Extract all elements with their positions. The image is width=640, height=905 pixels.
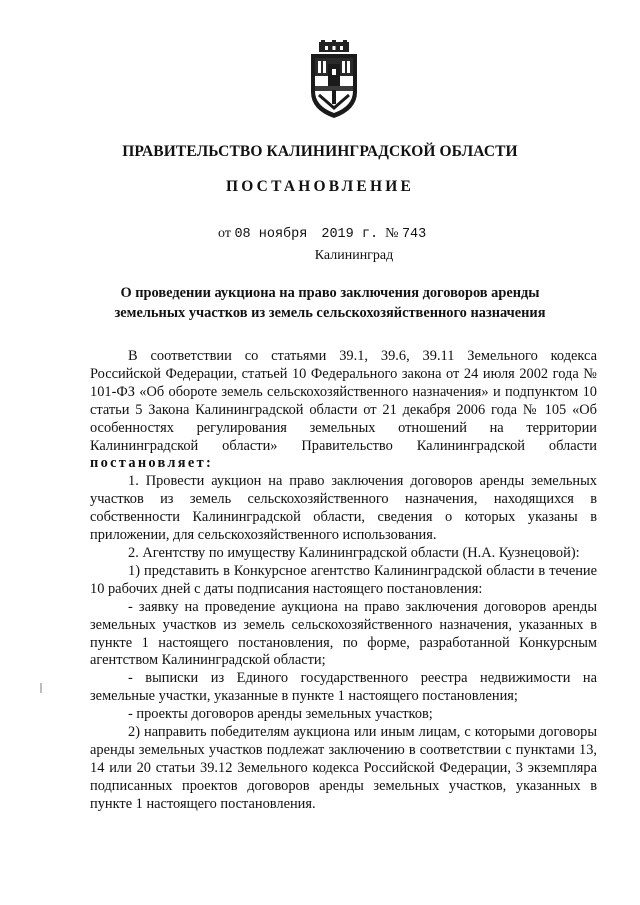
subject-line-2: земельных участков из земель сельскохозяйственного назначения (114, 305, 546, 321)
subparagraph-2-2: 2) направить победителям аукциона или иным лицам, с которыми договоры аренды земельных участков подлежат заключению в соответствии с пунктами 13, 14 или 20 статьи 39.12 Земельного кодекса Российской Федерации, 3 экземпляра подписанных проектов договоров аренды земельных участков, указанных в пункте 1 настоящего постановления. (90, 724, 597, 812)
list-item-draft-contracts: - проекты договоров аренды земельных участков; (128, 706, 433, 723)
subparagraph-2-1: 1) представить в Конкурсное агентство Калининградской области в течение 10 рабочих дней с даты подписания настоящего постановления: (90, 562, 597, 597)
subject-line-1: О проведении аукциона на право заключения договоров аренды (120, 285, 540, 301)
list-item-application: - заявку на проведение аукциона на право заключения договоров аренды земельных участков из земель сельскохозяйственного назначения, указанных в пункте 1 настоящего постановления, по форме, разработанной Конкурсным агентством Калининградской области; (90, 598, 597, 669)
document-subject (90, 283, 570, 323)
paragraph-2: 2. Агентству по имуществу Калининградской области (Н.А. Кузнецовой): (128, 544, 580, 561)
preamble-text: В соответствии со статьями 39.1, 39.6, 39.11 Земельного кодекса Российской Федерации, статьей 10 Федерального закона от 24 июля 2002 года № 101-ФЗ «Об обороте земель сельскохозяйственного назначения» и подпунктом 10 статьи 5 Закона Калининградской области от 21 декабря 2006 года № 105 «Об особенностях регулирования земельных отношений на территории Калининградской области» Правительство Калининградской области (90, 348, 597, 454)
date-number-line (218, 226, 426, 242)
document-body (90, 348, 597, 814)
number-sign: № (385, 226, 399, 241)
document-date: 08 ноября (234, 227, 308, 242)
preamble-paragraph (90, 348, 597, 473)
government-title: ПРАВИТЕЛЬСТВО КАЛИНИНГРАДСКОЙ ОБЛАСТИ (122, 143, 518, 160)
document-number: 743 (401, 227, 427, 242)
document-year: 2019 г. (321, 227, 379, 242)
resolution-keyword: постановляет: (90, 455, 214, 472)
coat-of-arms-icon (305, 40, 363, 120)
city-name: Калининград (314, 248, 394, 263)
date-prefix: от (218, 226, 231, 241)
list-item-registry-extracts: - выписки из Единого государственного реестра недвижимости на земельные участки, указанные в пункте 1 настоящего постановления; (90, 670, 597, 705)
scan-margin-mark (40, 683, 42, 693)
paragraph-1: 1. Провести аукцион на право заключения договоров аренды земельных участков из земель сельскохозяйственного назначения, находящихся в собственности Калининградской области, сведения о которых указаны в приложении, для сельскохозяйственного использования. (90, 473, 597, 544)
document-type: ПОСТАНОВЛЕНИЕ (225, 178, 415, 195)
